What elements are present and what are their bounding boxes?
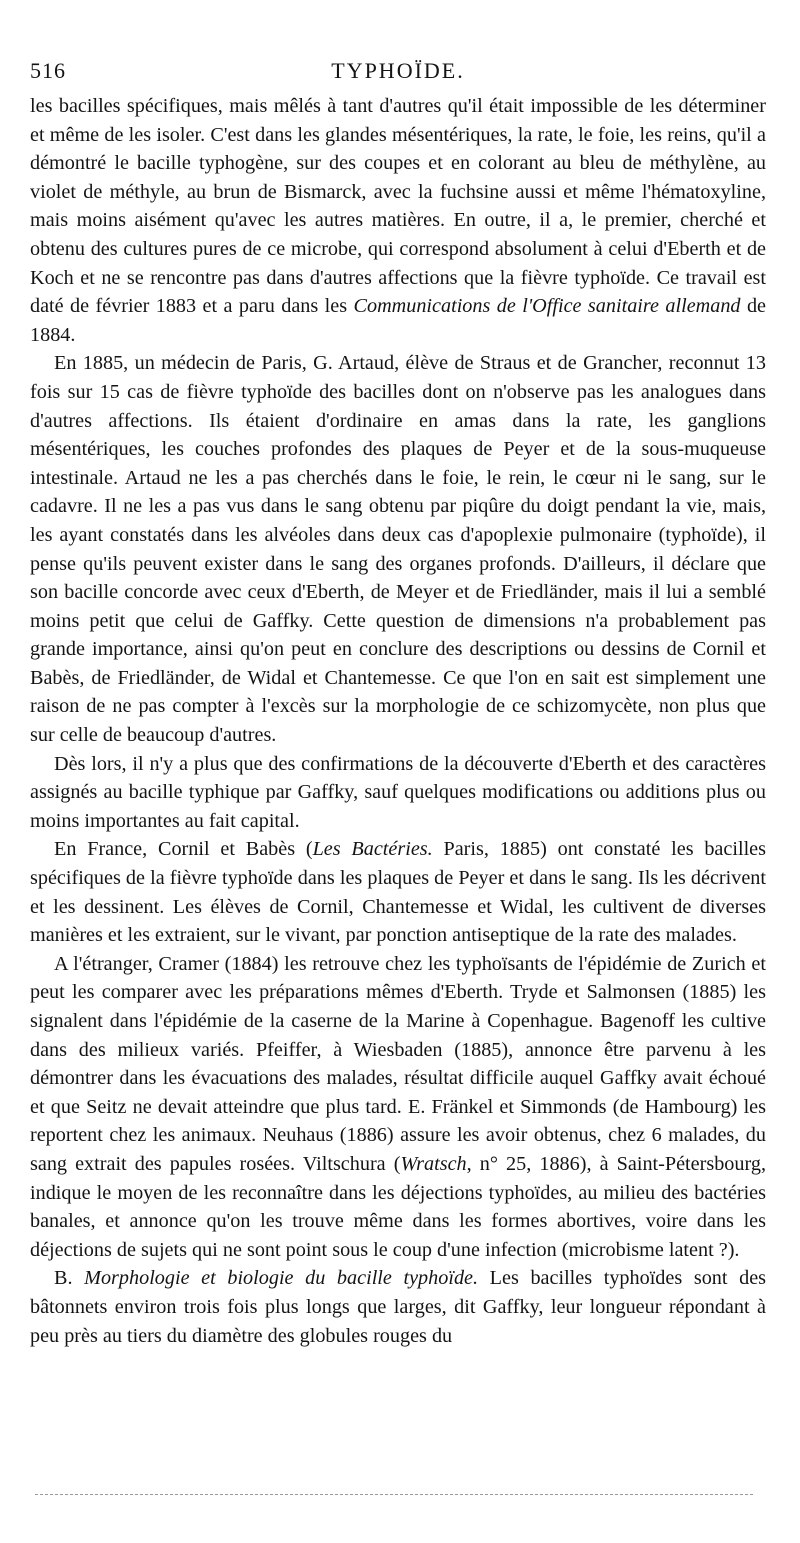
- text-run: A l'étranger, Cramer (1884) les retrouve chez les typhoïsants de l'épidémie de Zurich et peut les comparer avec les préparations mêmes d'Eberth. Tryde et Salmonsen (1885) les signalent dans l'épidémie de la caserne de la Marine à Copenhague. Bagenoff les cultive dans des milieux variés. Pfeiffer, à Wiesbaden (1885), annonce être parvenu à les démontrer dans les évacuations des malades, résultat difficile auquel Gaffky avait échoué et que Seitz ne devait atteindre que plus tard. E. Fränkel et Simmonds (de Hambourg) les reportent chez les animaux. Neuhaus (1886) assure les avoir obtenus, chez 6 malades, du sang extrait des papules rosées. Viltschura (: [30, 952, 766, 1175]
- italic-text: Les Bactéries.: [312, 838, 433, 861]
- italic-text: Morphologie et biologie du bacille typhoïde.: [84, 1267, 479, 1290]
- text-run: Paris, 1885) ont constaté les bacilles spécifiques de la fièvre typhoïde dans les plaques de Peyer et dans le sang. Ils les décrivent et les dessinent. Les élèves de Cornil, Chantemesse et Widal, les cultivent de diverses manières et les extraient, sur le vivant, par ponction antiseptique de la rate des malades.: [30, 838, 766, 947]
- text-run: Les bacilles typhoïdes sont des bâtonnets environ trois fois plus longs que larges, dit Gaffky, leur longueur répondant à peu près au tiers du diamètre des globules rouges du: [30, 1267, 767, 1347]
- page-number: 516: [30, 58, 66, 83]
- text-run: Dès lors, il n'y a plus que des confirmations de la découverte d'Eberth et des caractères assignés au bacille typhique par Gaffky, sauf quelques modifications ou additions plus ou moins importantes au fait capital.: [30, 752, 766, 832]
- book-page: [30, 58, 766, 1350]
- text-run: B.: [54, 1267, 85, 1290]
- paragraph: [30, 950, 766, 1265]
- italic-text: Communications de l'Office sanitaire allemand: [353, 295, 741, 318]
- text-run: En 1885, un médecin de Paris, G. Artaud, élève de Straus et de Grancher, reconnut 13 fois sur 15 cas de fièvre typhoïde des bacilles dont on n'observe pas les analogues dans d'autres affections. Ils étaient d'ordinaire en amas dans la rate, les ganglions mésentériques, les couches profondes des plaques de Peyer et de la sous-muqueuse intestinale. Artaud ne les a pas cherchés dans le foie, le rein, le cœur ni le sang, sur le cadavre. Il ne les a pas vus dans le sang obtenu par piqûre du doigt pendant la vie, mais, les ayant constatés dans les alvéoles dans deux cas d'apoplexie pulmonaire (typhoïde), il pense qu'ils peuvent exister dans le sang des organes profonds. D'ailleurs, il déclare que son bacille concorde avec ceux d'Eberth, de Meyer et de Friedländer, mais il lui a semblé moins petit que celui de Gaffky. Cette question de dimensions n'a probablement pas grande importance, ainsi qu'on peut en conclure des descriptions ou dessins de Cornil et Babès, de Friedländer, de Widal et Chantemesse. Ce que l'on en sait est simplement une raison de ne pas compter à l'excès sur la morphologie de ce schizomycète, non plus que sur celle de beaucoup d'autres.: [30, 352, 766, 747]
- running-head: [30, 58, 766, 92]
- footer-rule: [35, 1494, 753, 1495]
- paragraph: [30, 1264, 766, 1350]
- italic-text: Wratsch: [400, 1152, 467, 1175]
- paragraph: [30, 349, 766, 749]
- text-run: En France, Cornil et Babès (: [54, 838, 313, 861]
- running-title: TYPHOÏDE.: [331, 58, 465, 83]
- text-run: de 1884.: [30, 295, 766, 346]
- body-text: [30, 92, 766, 1350]
- paragraph: [30, 92, 766, 349]
- paragraph: [30, 835, 766, 949]
- paragraph: [30, 750, 766, 836]
- text-run: , n° 25, 1886), à Saint-Pétersbourg, indique le moyen de les reconnaître dans les déjections typhoïdes, au milieu des bactéries banales, et annonce qu'on les trouve même dans les formes abortives, voire dans les déjections de sujets qui ne sont point sous le coup d'une infection (microbisme latent ?).: [30, 1152, 766, 1261]
- text-run: les bacilles spécifiques, mais mêlés à tant d'autres qu'il était impossible de les déterminer et même de les isoler. C'est dans les glandes mésentériques, la rate, le foie, les reins, qu'il a démontré le bacille typhogène, sur des coupes et en colorant au bleu de méthylène, au violet de méthyle, au brun de Bismarck, avec la fuchsine aussi et même l'hématoxyline, mais moins aisément qu'avec les autres matières. En outre, il a, le premier, cherché et obtenu des cultures pures de ce microbe, qui correspond absolument à celui d'Eberth et de Koch et ne se rencontre pas dans d'autres affections que la fièvre typhoïde. Ce travail est daté de février 1883 et a paru dans les: [30, 95, 766, 318]
